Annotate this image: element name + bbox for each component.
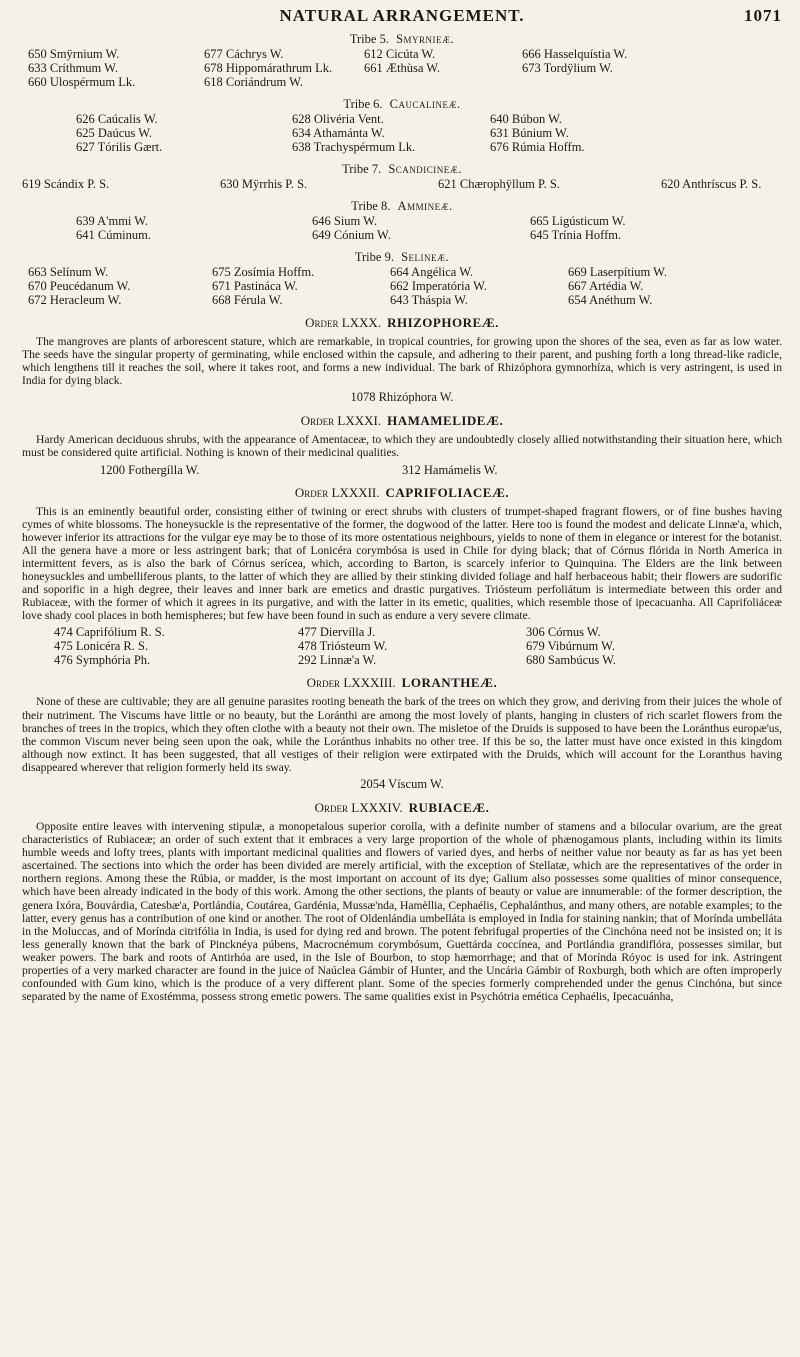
genus-list	[22, 463, 782, 477]
order-number: Order LXXXI.	[300, 413, 382, 429]
genus-entry: 619 Scándix P. S.	[22, 177, 110, 191]
order-description: The mangroves are plants of arborescent stature, which are remarkable, in tropical countries, for growing upon the shores of the sea, even as far as low water. The seeds have the singular property of germinating, while enclosed within the capsule, and adhering to their parent, and pushing forth a long thread-like radicle, which lengthens till it reaches the soil, where it takes root, and forms a new individual. The bark of Rhizóphora gymnorhíza, which is very astringent, is used in India for dying black.	[22, 335, 782, 388]
genus-entry: 626 Caúcalis W.	[76, 112, 158, 126]
order-heading	[22, 315, 782, 331]
genus-entry: 665 Ligústicum W.	[530, 214, 626, 228]
order-heading	[22, 675, 782, 691]
genus-entry	[364, 75, 514, 89]
genus-entry: 661 Æthùsa W.	[364, 61, 441, 75]
order-name: CAPRIFOLIACEÆ.	[385, 484, 510, 500]
tribe-name: Caucalineæ.	[389, 97, 461, 111]
order-section	[22, 315, 782, 405]
genus-entry: 478 Triósteum W.	[298, 639, 388, 654]
tribe-name: Scandicineæ.	[388, 162, 462, 176]
genus-entry: 669 Laserpítium W.	[568, 265, 667, 279]
order-number: Order LXXXIII.	[306, 675, 396, 691]
tribe-block	[22, 250, 782, 307]
genus-entry: 633 Críthmum W.	[28, 61, 118, 75]
genus-entry: 662 Imperatória W.	[390, 279, 487, 293]
genus-entry: 477 Diervílla J.	[298, 625, 376, 640]
genus-grid	[22, 625, 782, 667]
genus-entry: 475 Lonicéra R. S.	[54, 639, 149, 654]
order-description: None of these are cultivable; they are all genuine parasites rooting beneath the bark of the trees on which they grow, and deriving from their juices the whole of their nutriment. The Viscums have little or no beauty, but the Loránthi are among the most lovely of plants, hanging in clusters of rich scarlet flowers from the branches of trees in the tropics, which they often clothe with a beauty not their own. The misletoe of the Druids is supposed to have been the Loránthus europæ'us, the common Viscum never being seen upon the oak, while the Loránthus inhabits no other tree. If this be so, the latter must have once existed in this kingdom although now extinct. It has been suggested, that all vestiges of their religion were extirpated with the Druids, which will account for the Loranthus having disappeared wherever that religion formerly held its sway.	[22, 695, 782, 774]
tribe-name: Ammineæ.	[397, 199, 453, 213]
genus-entry: 643 Tháspia W.	[390, 293, 468, 307]
tribe-heading	[22, 250, 782, 264]
order-heading	[22, 413, 782, 429]
genus-entry: 630 Mÿrrhis P. S.	[220, 177, 308, 191]
order-name: HAMAMELIDEÆ.	[387, 413, 504, 429]
order-description: Hardy American deciduous shrubs, with the appearance of Amentaceæ, to which they are undoubtedly closely allied notwithstanding their situation here, which must be considered quite artificial. Nothing is known of their medicinal qualities.	[22, 433, 782, 460]
genus-entry: 649 Cónium W.	[312, 228, 391, 242]
genus-entry: 654 Anéthum W.	[568, 293, 653, 307]
order-number: Order LXXXIV.	[314, 799, 403, 815]
tribe-label: Tribe 6.	[343, 97, 383, 111]
genus-entry: 625 Daúcus W.	[76, 126, 153, 140]
order-name: LORANTHEÆ.	[401, 675, 498, 691]
genus-entry: 645 Trínia Hoffm.	[530, 228, 622, 242]
order-name: RHIZOPHOREÆ.	[387, 315, 499, 330]
genus-entry: 618 Coriándrum W.	[204, 75, 303, 89]
genus-grid	[22, 47, 782, 89]
genus-entry: 1200 Fothergílla W.	[100, 462, 200, 477]
order-section	[22, 413, 782, 476]
genus-entry: 620 Anthríscus P. S.	[661, 177, 762, 191]
genus-entry: 640 Búbon W.	[490, 112, 562, 126]
genus-entry: 612 Cicúta W.	[364, 47, 436, 61]
tribe-heading	[22, 97, 782, 111]
book-page	[22, 6, 782, 1003]
genus-entry: 1078 Rhizóphora W.	[350, 390, 454, 405]
tribe-block	[22, 162, 782, 191]
order-number: Order LXXXII.	[294, 484, 380, 500]
genus-entry: 676 Rúmia Hoffm.	[490, 140, 585, 154]
genus-grid	[22, 214, 782, 242]
genus-entry: 627 Tórilis Gært.	[76, 140, 163, 154]
genus-grid	[22, 265, 782, 307]
genus-entry: 476 Symphória Ph.	[54, 653, 151, 668]
genus-entry: 631 Búnium W.	[490, 126, 569, 140]
umbellifer-tribe-list	[22, 32, 782, 307]
genus-entry: 663 Selínum W.	[28, 265, 109, 279]
genus-entry: 680 Sambúcus W.	[526, 653, 616, 668]
page-number: 1071	[744, 6, 782, 25]
order-heading	[22, 485, 782, 501]
genus-entry: 672 Heracleum W.	[28, 293, 122, 307]
tribe-block	[22, 32, 782, 89]
order-name: RUBIACEÆ.	[408, 799, 490, 815]
genus-entry: 678 Hippomárathrum Lk.	[204, 61, 333, 75]
genus-entry: 306 Córnus W.	[526, 625, 601, 640]
order-description: This is an eminently beautiful order, consisting either of twining or erect shrubs with clusters of trumpet-shaped fragrant flowers, or of fine bushes having cymes of white blossoms. The honeysuckle is the representative of the former, the dogwood of the latter. Here too is found the modest and delicate Linnæ'a, which, however inferior its attractions for the vulgar eye may be to those of its more ostentatious neighbours, yields to none of them in elegance or interest for the botanist. All the genera have a more or less astringent bark; that of Lonicéra corymbósa is used in Chile for dying black; that of Córnus flórida in North America in intermittent fevers, as is also the bark of Córnus serícea, which, according to Barton, is scarcely inferior to Quinquina. The Elders are the link between honeysuckles and umbelliferous plants, to the latter of which they are allied by their stinking divided foliage and half herbaceous habit; their flowers are sudorific and soporific in a high degree, their leaves and inner bark are emetics and drastic purgatives. Triósteum perfoliátum is intermediate between this order and Rubiaceæ, with the former of which it agrees in its purgative, and with the latter in its emetic, qualities, which resemble those of ipecacuanha. All Caprifoliáceæ love shady cool places in both hemispheres; but few have been found in such as endure a very severe climate.	[22, 504, 782, 623]
order-description: Opposite entire leaves with intervening stipulæ, a monopetalous superior corolla, with a definite number of stamens and a bilocular ovarium, are the great characteristics of Rubiaceæ; an order of such extent that it embraces a very large proportion of the whole of phænogamous plants, including within its limits humble weeds and lofty trees, plants with important medicinal qualities and flowers of varied dyes, and herbs of neither value nor beauty as far as has yet been ascertained. The sections into which the order has been divided are merely artificial, with the exception of Stellatæ, which are the representatives of the order in northern regions. Among these the Rúbia, or madder, is the most important on account of its dye; Galium also possesses some qualities of minor consequence, which have been already indicated in the body of this work. Among the other sections, the plants of beauty or value are innumerable: of the former description, the genera Ixóra, Bouvárdia, Catesbæ'a, Portlándia, Coutárea, Gardénia, Mussæ'nda, Hamèllia, Cephaélis, Cephalánthus, and many others, are notable examples; to the latter, every genus has a contribution of one kind or another. The root of Oldenlándia umbelláta is employed in India for staining nankin; that of Morínda umbelláta in the Moluccas, and of Morínda citrifólia in India, is used for dying red and brown. The potent febrifugal properties of the Cinchóna need not be insisted on; it is less generally known that the bark of Pincknéya púbens, Macrocnémum corymbósum, Guettárda coccínea, and Portlándia grandiflóra, possesses similar, but weaker powers. The bark and roots of Antirhóa are used, in the Isle of Bourbon, to stop hæmorrhage; and that of Morínda Róyoc is used for ink. Astringent properties of a very marked character are found in the juice of Naúclea Gámbir of Hunter, and the Uncária Gámbir of Roxburgh, both which are often improperly confounded with Gum kino, which is the produce of a very different plant. Some of the species formerly comprehended under the genus Cinchóna, but since separated by the name of Exostémma, possess strong emetic powers. The same qualities exist in Psychótria emética Cephaélis, Ipecacuánha,	[22, 819, 782, 1004]
genus-entry: 679 Vibúrnum W.	[526, 639, 615, 654]
order-section	[22, 800, 782, 1003]
genus-entry: 664 Angélica W.	[390, 265, 473, 279]
genus-entry: 628 Olivéria Vent.	[292, 112, 384, 126]
tribe-label: Tribe 8.	[351, 199, 391, 213]
order-section	[22, 485, 782, 668]
genus-grid	[22, 177, 782, 191]
genus-entry: 634 Athamánta W.	[292, 126, 385, 140]
genus-entry: 670 Peucédanum W.	[28, 279, 131, 293]
tribe-label: Tribe 5.	[349, 32, 389, 46]
genus-entry: 474 Caprifólium R. S.	[54, 625, 165, 640]
tribe-name: Selineæ.	[401, 250, 450, 264]
genus-entry: 650 Smÿrnium W.	[28, 47, 120, 61]
genus-entry: 675 Zosímia Hoffm.	[212, 265, 315, 279]
genus-entry: 646 Sium W.	[312, 214, 377, 228]
genus-entry: 677 Cáchrys W.	[204, 47, 284, 61]
order-sections	[22, 315, 782, 1003]
tribe-block	[22, 199, 782, 242]
genus-entry: 312 Hamámelis W.	[402, 462, 498, 477]
genus-entry: 666 Hasselquístia W.	[522, 47, 628, 61]
tribe-heading	[22, 199, 782, 213]
genus-entry	[522, 75, 782, 89]
tribe-block	[22, 97, 782, 154]
genus-entry: 667 Artédia W.	[568, 279, 644, 293]
genus-grid	[22, 112, 782, 154]
tribe-heading	[22, 32, 782, 46]
tribe-heading	[22, 162, 782, 176]
genus-entry: 673 Tordÿlium W.	[522, 61, 613, 75]
genus-entry: 621 Chærophÿllum P. S.	[438, 177, 560, 191]
page-title: NATURAL ARRANGEMENT.	[279, 6, 525, 25]
order-heading	[22, 800, 782, 816]
genus-entry: 671 Pastináca W.	[212, 279, 298, 293]
genus-entry: 641 Cúminum.	[76, 228, 152, 242]
genus-entry: 668 Férula W.	[212, 293, 283, 307]
genus-entry: 2054 Víscum W.	[360, 776, 444, 791]
genus-entry: 638 Trachyspérmum Lk.	[292, 140, 416, 154]
tribe-label: Tribe 7.	[342, 162, 382, 176]
order-section	[22, 675, 782, 792]
genus-entry: 660 Ulospérmum Lk.	[28, 75, 136, 89]
tribe-name: Smyrnieæ.	[396, 32, 455, 46]
running-head	[22, 6, 782, 32]
order-number: Order LXXX.	[305, 315, 382, 330]
genus-entry: 639 A'mmi W.	[76, 214, 149, 228]
tribe-label: Tribe 9.	[354, 250, 394, 264]
genus-entry: 292 Linnæ'a W.	[298, 653, 377, 668]
